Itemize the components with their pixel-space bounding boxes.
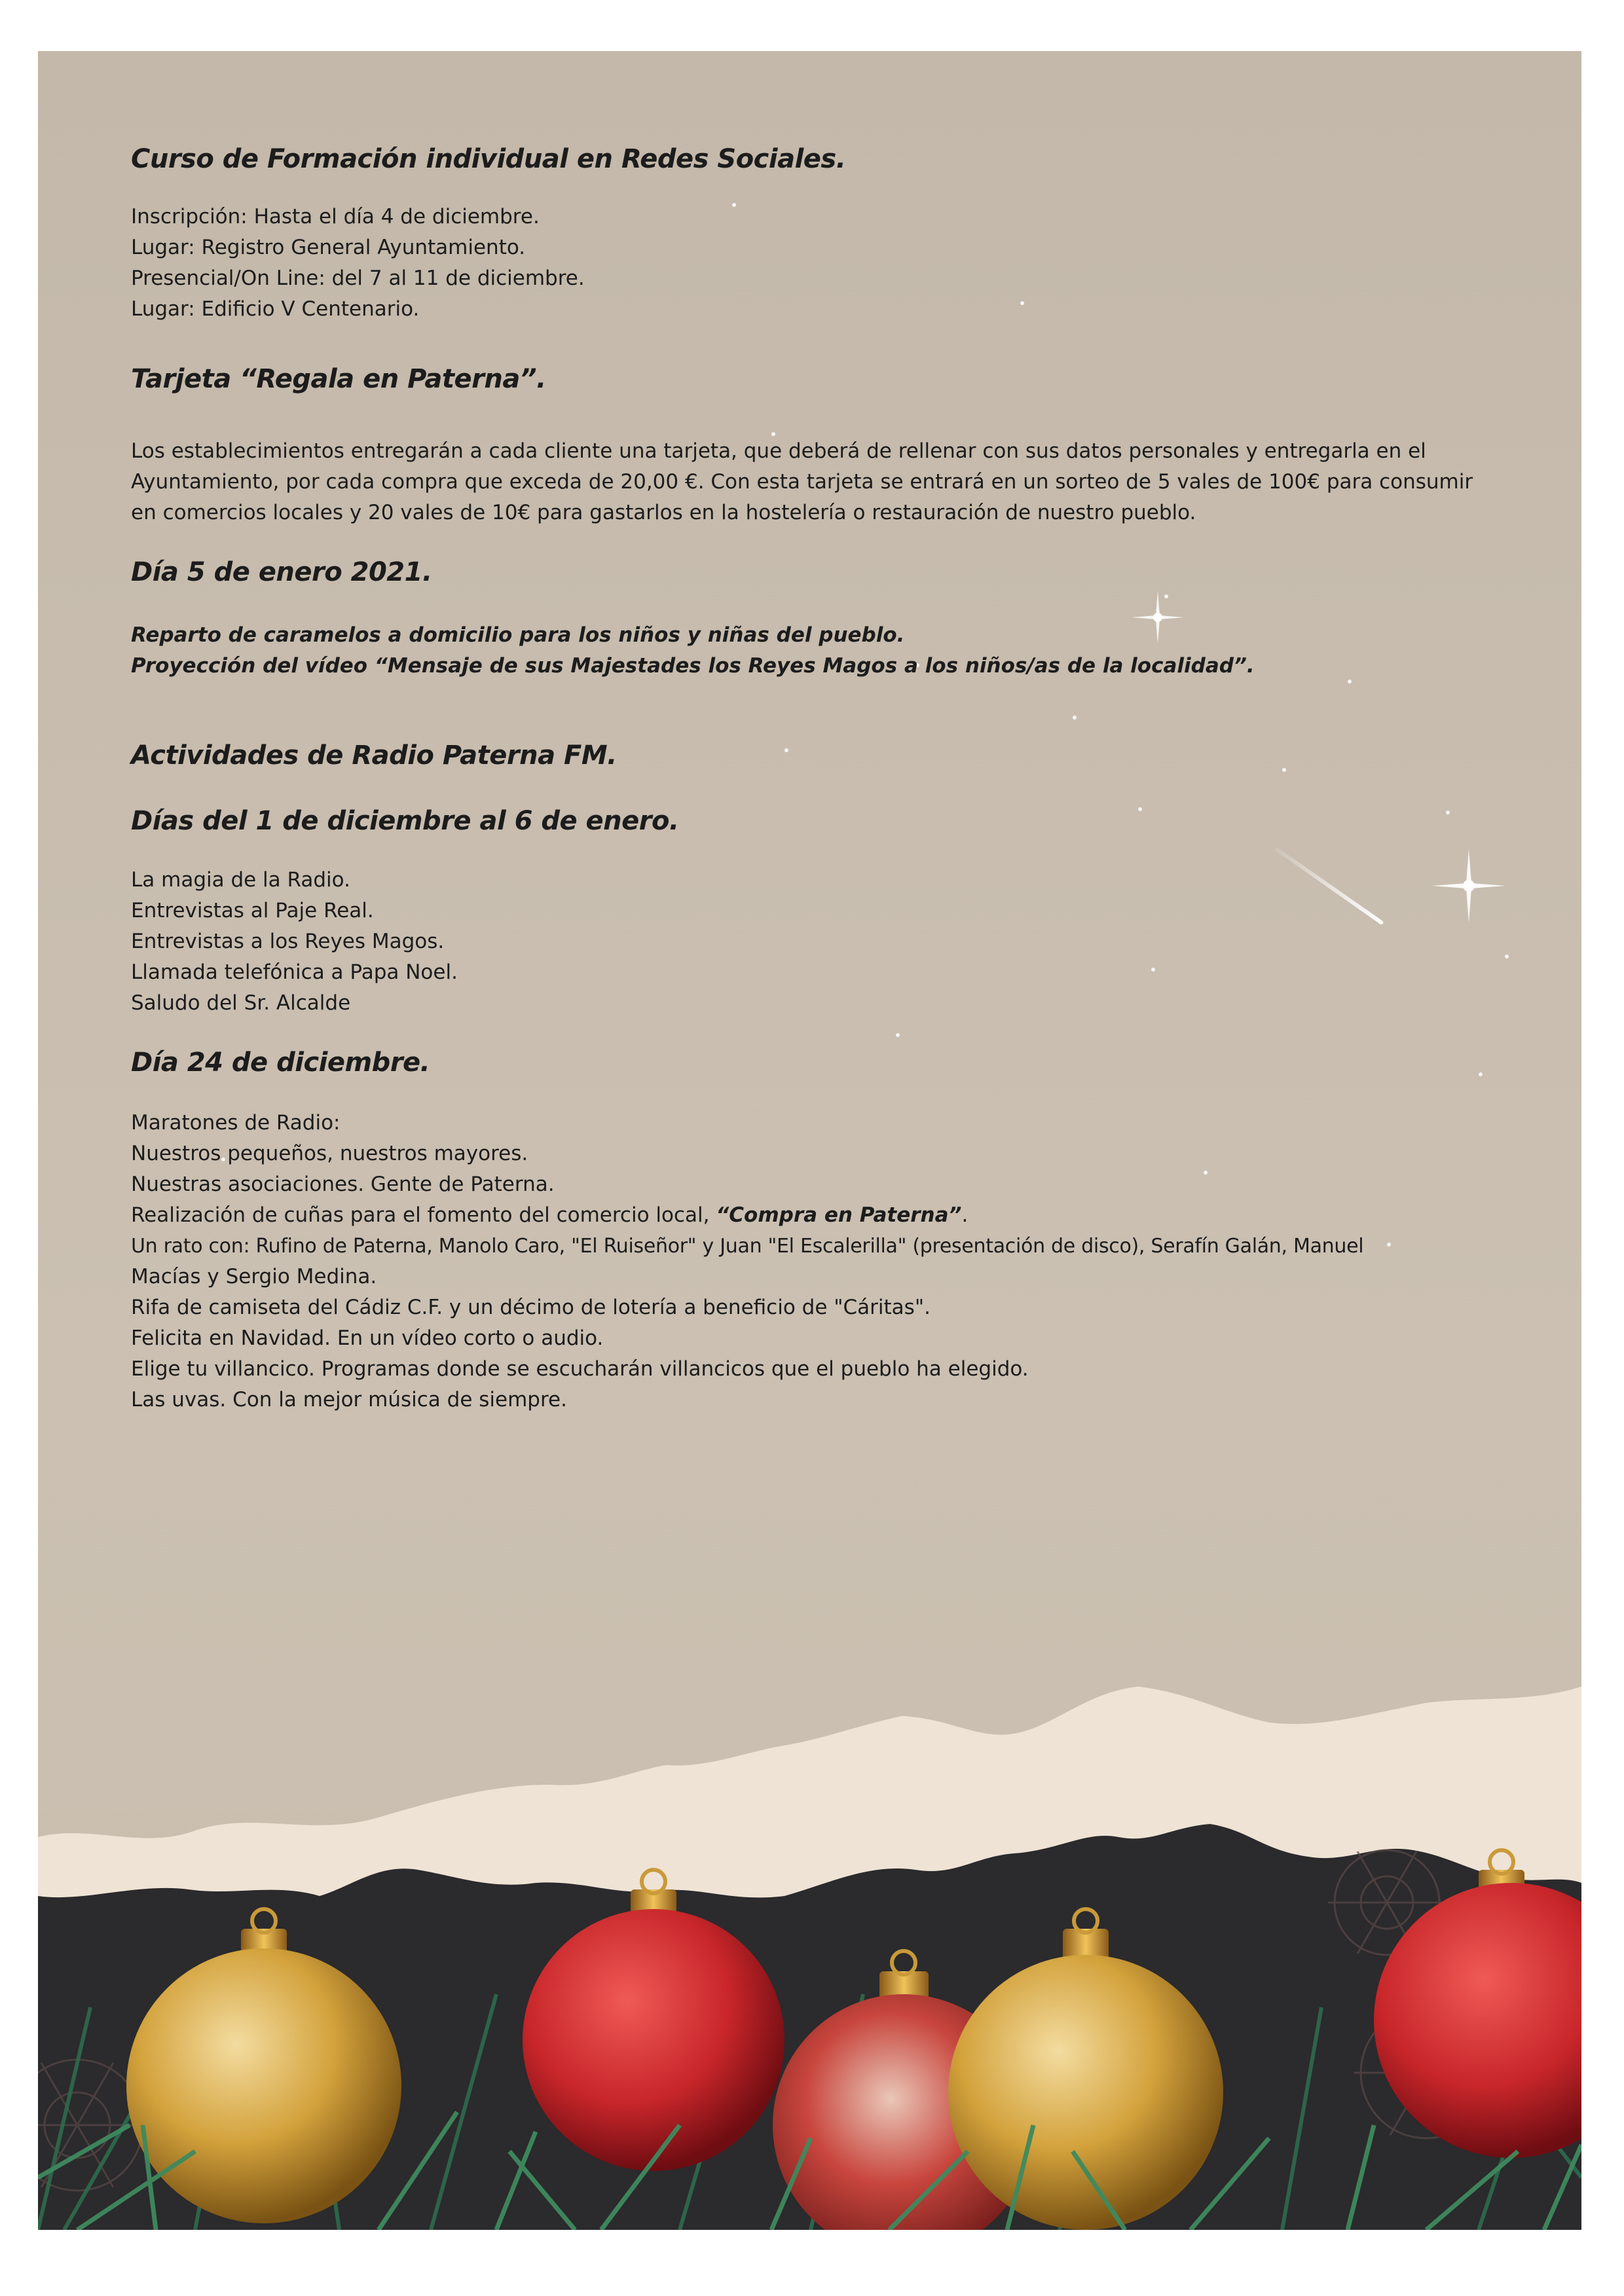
info-line: Proyección del vídeo “Mensaje de sus Majestades los Reyes Magos a los niños/as de la localidad”. <box>131 654 1255 678</box>
info-line: Saludo del Sr. Alcalde <box>131 991 351 1015</box>
info-line: La magia de la Radio. <box>131 868 350 892</box>
info-line: Las uvas. Con la mejor música de siempre. <box>131 1388 567 1412</box>
info-line: Inscripción: Hasta el día 4 de diciembre. <box>131 205 540 228</box>
section-heading: Días del 1 de diciembre al 6 de enero. <box>131 806 679 836</box>
section-radio-activities <box>131 738 1493 773</box>
section-gift-card <box>131 361 1493 528</box>
section-december-24 <box>131 1045 1493 1415</box>
info-line: Llamada telefónica a Papa Noel. <box>131 960 458 984</box>
section-heading: Tarjeta “Regala en Paterna”. <box>131 364 546 394</box>
info-line-promo <box>131 1200 1493 1231</box>
event-program <box>131 141 1493 1415</box>
promo-suffix: . <box>961 1203 969 1227</box>
info-line: Un rato con: Rufino de Paterna, Manolo Caro, "El Ruiseñor" y Juan "El Escalerilla" (presentación de disco), Serafín Galán, Manuel <box>131 1235 1364 1258</box>
info-line: Entrevistas al Paje Real. <box>131 899 374 922</box>
info-paragraph: Los establecimientos entregarán a cada cliente una tarjeta, que deberá de rellenar con sus datos personales y entregarla en el Ayuntamiento, por cada compra que exceda de 20,00 €. Con esta tarjeta se entrará en un sorteo de 5 vales de 100€ para consumir en comercios locales y 20 vales de 10€ para gastarlos en la hostelería o restauración de nuestro pueblo. <box>131 439 1473 524</box>
section-heading: Día 24 de diciembre. <box>131 1048 430 1078</box>
info-line: Lugar: Edificio V Centenario. <box>131 297 420 321</box>
info-line: Felicita en Navidad. En un vídeo corto o audio. <box>131 1326 604 1350</box>
section-heading: Día 5 de enero 2021. <box>131 557 432 587</box>
christmas-ornaments-illustration <box>38 1588 1581 2230</box>
info-line: Nuestros pequeños, nuestros mayores. <box>131 1142 528 1165</box>
info-line: Presencial/On Line: del 7 al 11 de diciembre. <box>131 266 585 290</box>
promo-text: Realización de cuñas para el fomento del comercio local, <box>131 1203 716 1227</box>
section-heading: Actividades de Radio Paterna FM. <box>131 740 617 771</box>
info-line: Macías y Sergio Medina. <box>131 1265 377 1288</box>
poster <box>38 51 1581 2230</box>
section-heading: Curso de Formación individual en Redes Sociales. <box>131 144 846 174</box>
section-social-media-course <box>131 141 1493 325</box>
info-line: Reparto de caramelos a domicilio para los niños y niñas del pueblo. <box>131 623 905 647</box>
promo-emphasis: “Compra en Paterna” <box>716 1203 962 1227</box>
section-january-5 <box>131 555 1493 682</box>
info-line: Entrevistas a los Reyes Magos. <box>131 930 445 953</box>
info-line: Maratones de Radio: <box>131 1111 341 1135</box>
info-line: Elige tu villancico. Programas donde se escucharán villancicos que el pueblo ha elegido. <box>131 1357 1029 1381</box>
section-december-1-to-january-6 <box>131 803 1493 1019</box>
star-decoration <box>1505 955 1509 958</box>
info-line: Rifa de camiseta del Cádiz C.F. y un décimo de lotería a beneficio de "Cáritas". <box>131 1296 931 1319</box>
info-line: Lugar: Registro General Ayuntamiento. <box>131 236 526 259</box>
info-line: Nuestras asociaciones. Gente de Paterna. <box>131 1173 555 1196</box>
